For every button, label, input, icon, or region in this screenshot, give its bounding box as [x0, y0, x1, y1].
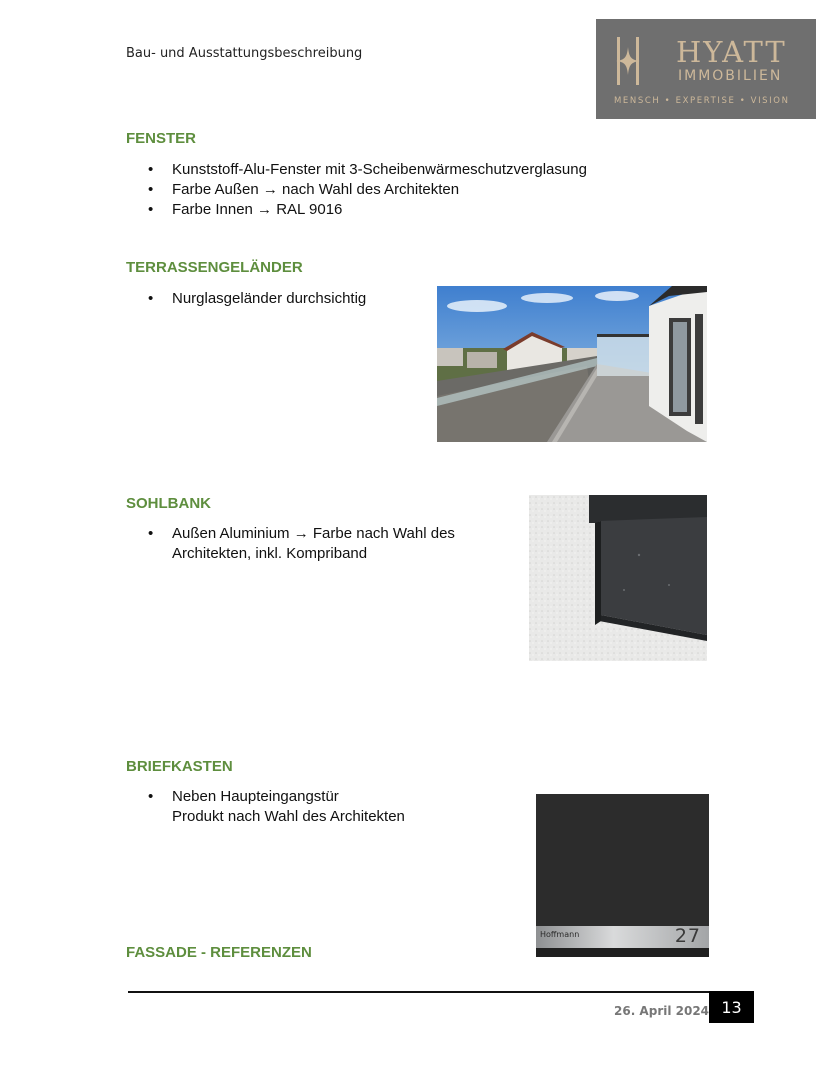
section-heading-sohlbank: SOHLBANK: [126, 495, 211, 512]
document-header-title: Bau- und Ausstattungsbeschreibung: [126, 46, 363, 61]
logo-sub-text: IMMOBILIEN: [678, 68, 783, 84]
terrace-railing-photo: [437, 286, 707, 442]
logo-tagline: MENSCH • EXPERTISE • VISION: [614, 96, 790, 106]
terrasse-list: [126, 289, 366, 309]
footer-date: 26. April 2024: [614, 1004, 710, 1018]
page-number: 13: [709, 991, 754, 1023]
mailbox-number: 27: [674, 925, 701, 947]
list-item: • Kunststoff-Alu-Fenster mit 3-Scheibenwärmeschutzverglasung: [126, 160, 587, 180]
briefkasten-list: [126, 787, 405, 827]
list-item-line: Architekten, inkl. Kompriband: [172, 545, 368, 562]
window-sill-photo: [529, 495, 707, 661]
section-heading-fassade: FASSADE - REFERENZEN: [126, 944, 312, 961]
logo-brand-text: HYATT: [676, 35, 787, 69]
list-item-line: Produkt nach Wahl des Architekten: [172, 808, 405, 825]
section-heading-briefkasten: BRIEFKASTEN: [126, 758, 233, 775]
mailbox-name: Hoffmann: [540, 930, 580, 939]
list-item: [126, 524, 455, 564]
section-heading-terrassengelaender: TERRASSENGELÄNDER: [126, 259, 303, 276]
company-logo: [596, 19, 816, 119]
list-item-line: • Außen Aluminium → Farbe nach Wahl des: [172, 525, 455, 542]
monogram-icon: [614, 33, 642, 89]
section-heading-fenster: FENSTER: [126, 130, 197, 147]
fenster-list: [126, 160, 587, 220]
list-item: • Farbe Außen → nach Wahl des Architekten: [126, 180, 587, 200]
sohlbank-list: [126, 524, 455, 564]
list-item: • Nurglasgeländer durchsichtig: [126, 289, 366, 309]
mailbox-photo: [536, 794, 709, 957]
list-item: [126, 787, 405, 827]
list-item-line: • Neben Haupteingangstür: [172, 788, 339, 805]
footer-divider: [128, 991, 710, 993]
list-item: • Farbe Innen → RAL 9016: [126, 200, 587, 220]
mailbox-nameplate: [536, 926, 709, 948]
